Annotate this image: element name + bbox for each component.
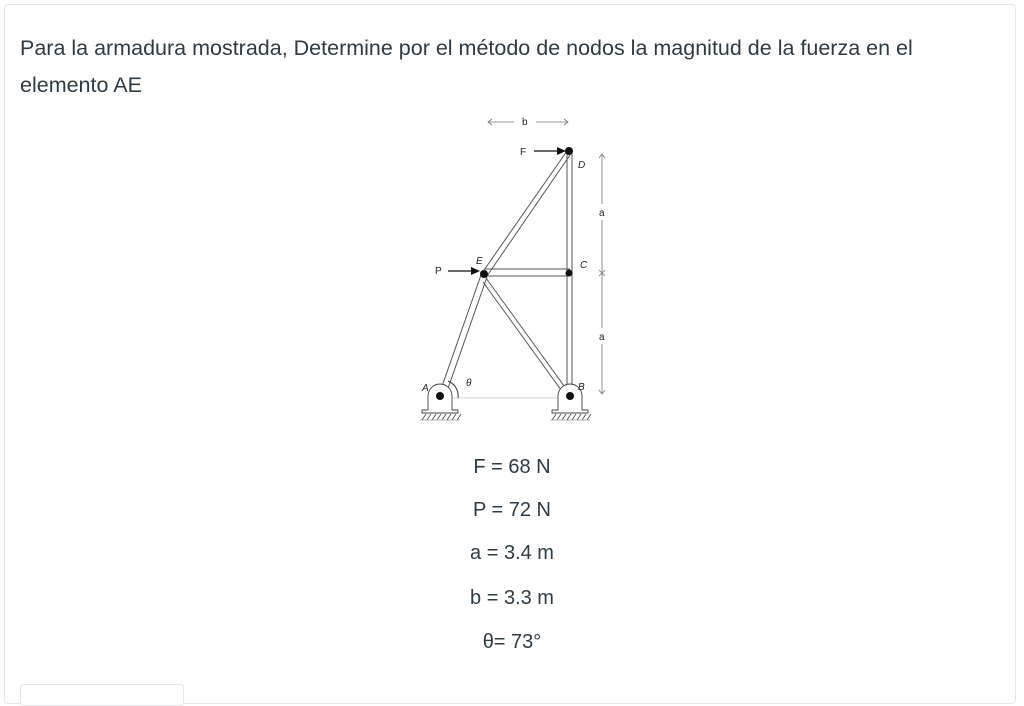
label-b-joint: B xyxy=(578,382,585,393)
force-arrow-f xyxy=(534,147,566,155)
support-b xyxy=(550,384,591,420)
label-a-top: a xyxy=(599,208,605,219)
label-theta: θ xyxy=(466,378,472,389)
joint-b xyxy=(566,392,574,400)
truss-diagram xyxy=(410,108,620,438)
given-a: a = 3.4 m xyxy=(470,542,554,564)
label-c: C xyxy=(580,260,588,271)
label-b: b xyxy=(522,117,528,128)
answer-input-box[interactable] xyxy=(20,684,184,706)
label-d: D xyxy=(578,160,586,171)
question-text: Para la armadura mostrada, Determine por el método de nodos la magnitud de la fuerza en el elemento AE xyxy=(20,36,913,97)
given-f: F = 68 N xyxy=(473,456,551,478)
given-b: b = 3.3 m xyxy=(470,587,554,609)
label-a-bottom: a xyxy=(599,332,605,343)
label-a: A xyxy=(422,383,429,394)
dimension-a xyxy=(599,154,605,394)
joint-d xyxy=(565,147,573,155)
label-e: E xyxy=(476,256,483,267)
dimension-b xyxy=(488,119,568,125)
joint-e xyxy=(480,270,488,278)
force-arrow-p xyxy=(448,267,480,275)
joint-a xyxy=(436,392,444,400)
label-p: P xyxy=(435,266,442,277)
truss-members xyxy=(440,151,572,395)
given-theta: θ= 73° xyxy=(482,631,542,653)
label-f: F xyxy=(520,147,527,158)
joint-c xyxy=(566,270,573,277)
given-p: P = 72 N xyxy=(472,499,552,521)
